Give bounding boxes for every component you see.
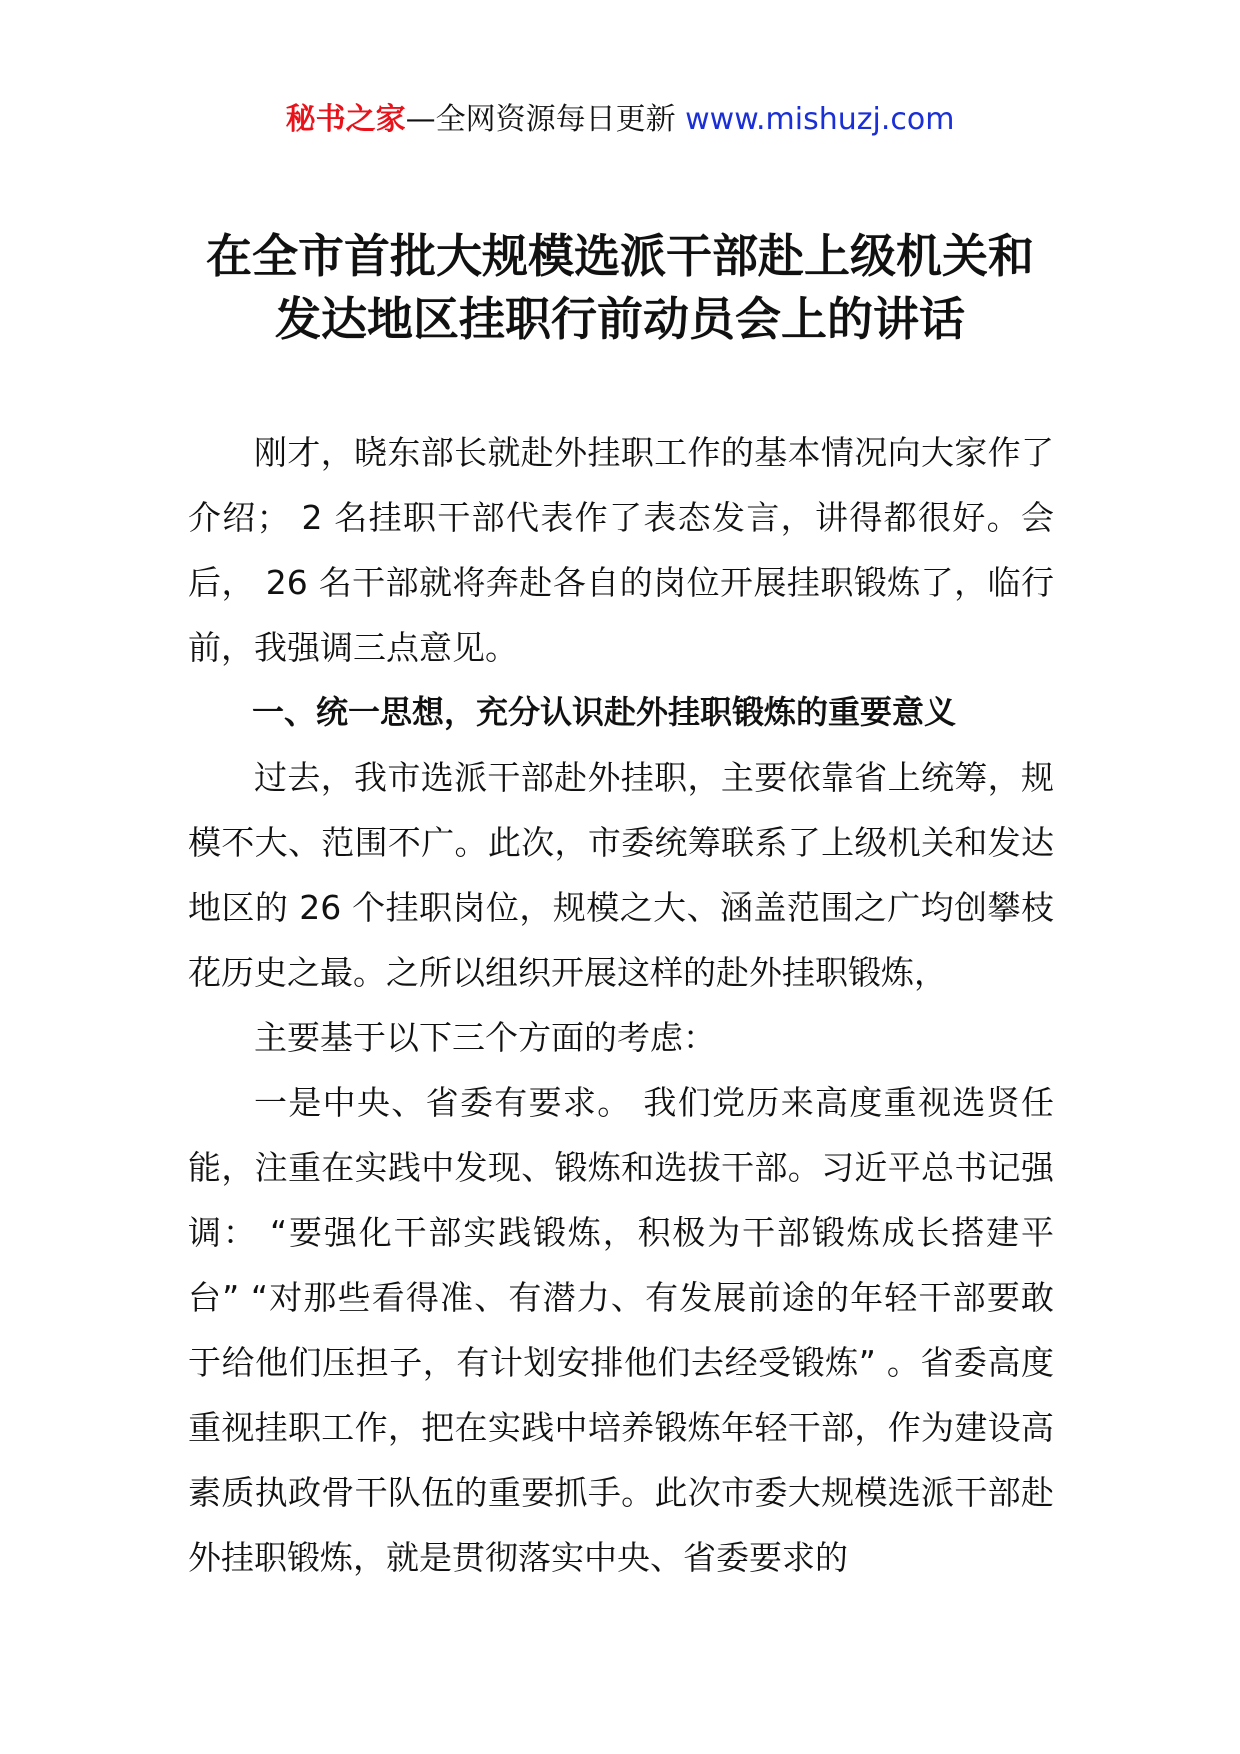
- title-line-1: 在全市首批大规模选派干部赴上级机关和: [206, 229, 1034, 283]
- document-title: [150, 225, 1090, 351]
- document-body: [188, 420, 1054, 1590]
- paragraph-point-one: 一是中央、省委有要求。 我们党历来高度重视选贤任能，注重在实践中发现、锻炼和选拔干部。习近平总书记强调： “要强化干部实践锻炼，积极为干部锻炼成长搭建平台” “对那些看得准、有潜力、有发展前途的年轻干部要敢于给他们压担子，有计划安排他们去经受锻炼” 。省委高度重视挂职工作，把在实践中培养锻炼年轻干部，作为建设高素质执政骨干队伍的重要抓手。此次市委大规模选派干部赴外挂职锻炼，就是贯彻落实中央、省委要求的: [188, 1083, 1054, 1577]
- paragraph-background: 过去，我市选派干部赴外挂职，主要依靠省上统筹，规模不大、范围不广。此次，市委统筹联系了上级机关和发达地区的 26 个挂职岗位，规模之大、涵盖范围之广均创攀枝花历史之最。之所以组织开展这样的赴外挂职锻炼，: [188, 758, 1054, 992]
- section-heading-1: 一、统一思想，充分认识赴外挂职锻炼的重要意义: [252, 693, 957, 731]
- paragraph-considerations: 主要基于以下三个方面的考虑：: [254, 1018, 716, 1057]
- header-slogan: —全网资源每日更新: [405, 102, 676, 137]
- site-url-link[interactable]: www.mishuzj.com: [685, 102, 955, 137]
- paragraph-intro: 刚才，晓东部长就赴外挂职工作的基本情况向大家作了介绍； 2 名挂职干部代表作了表态发言，讲得都很好。会后， 26 名干部就将奔赴各自的岗位开展挂职锻炼了，临行前，我强调三点意见。: [188, 433, 1054, 667]
- title-line-2: 发达地区挂职行前动员会上的讲话: [275, 292, 965, 346]
- brand-name: 秘书之家: [285, 102, 406, 137]
- site-header: [0, 100, 1240, 140]
